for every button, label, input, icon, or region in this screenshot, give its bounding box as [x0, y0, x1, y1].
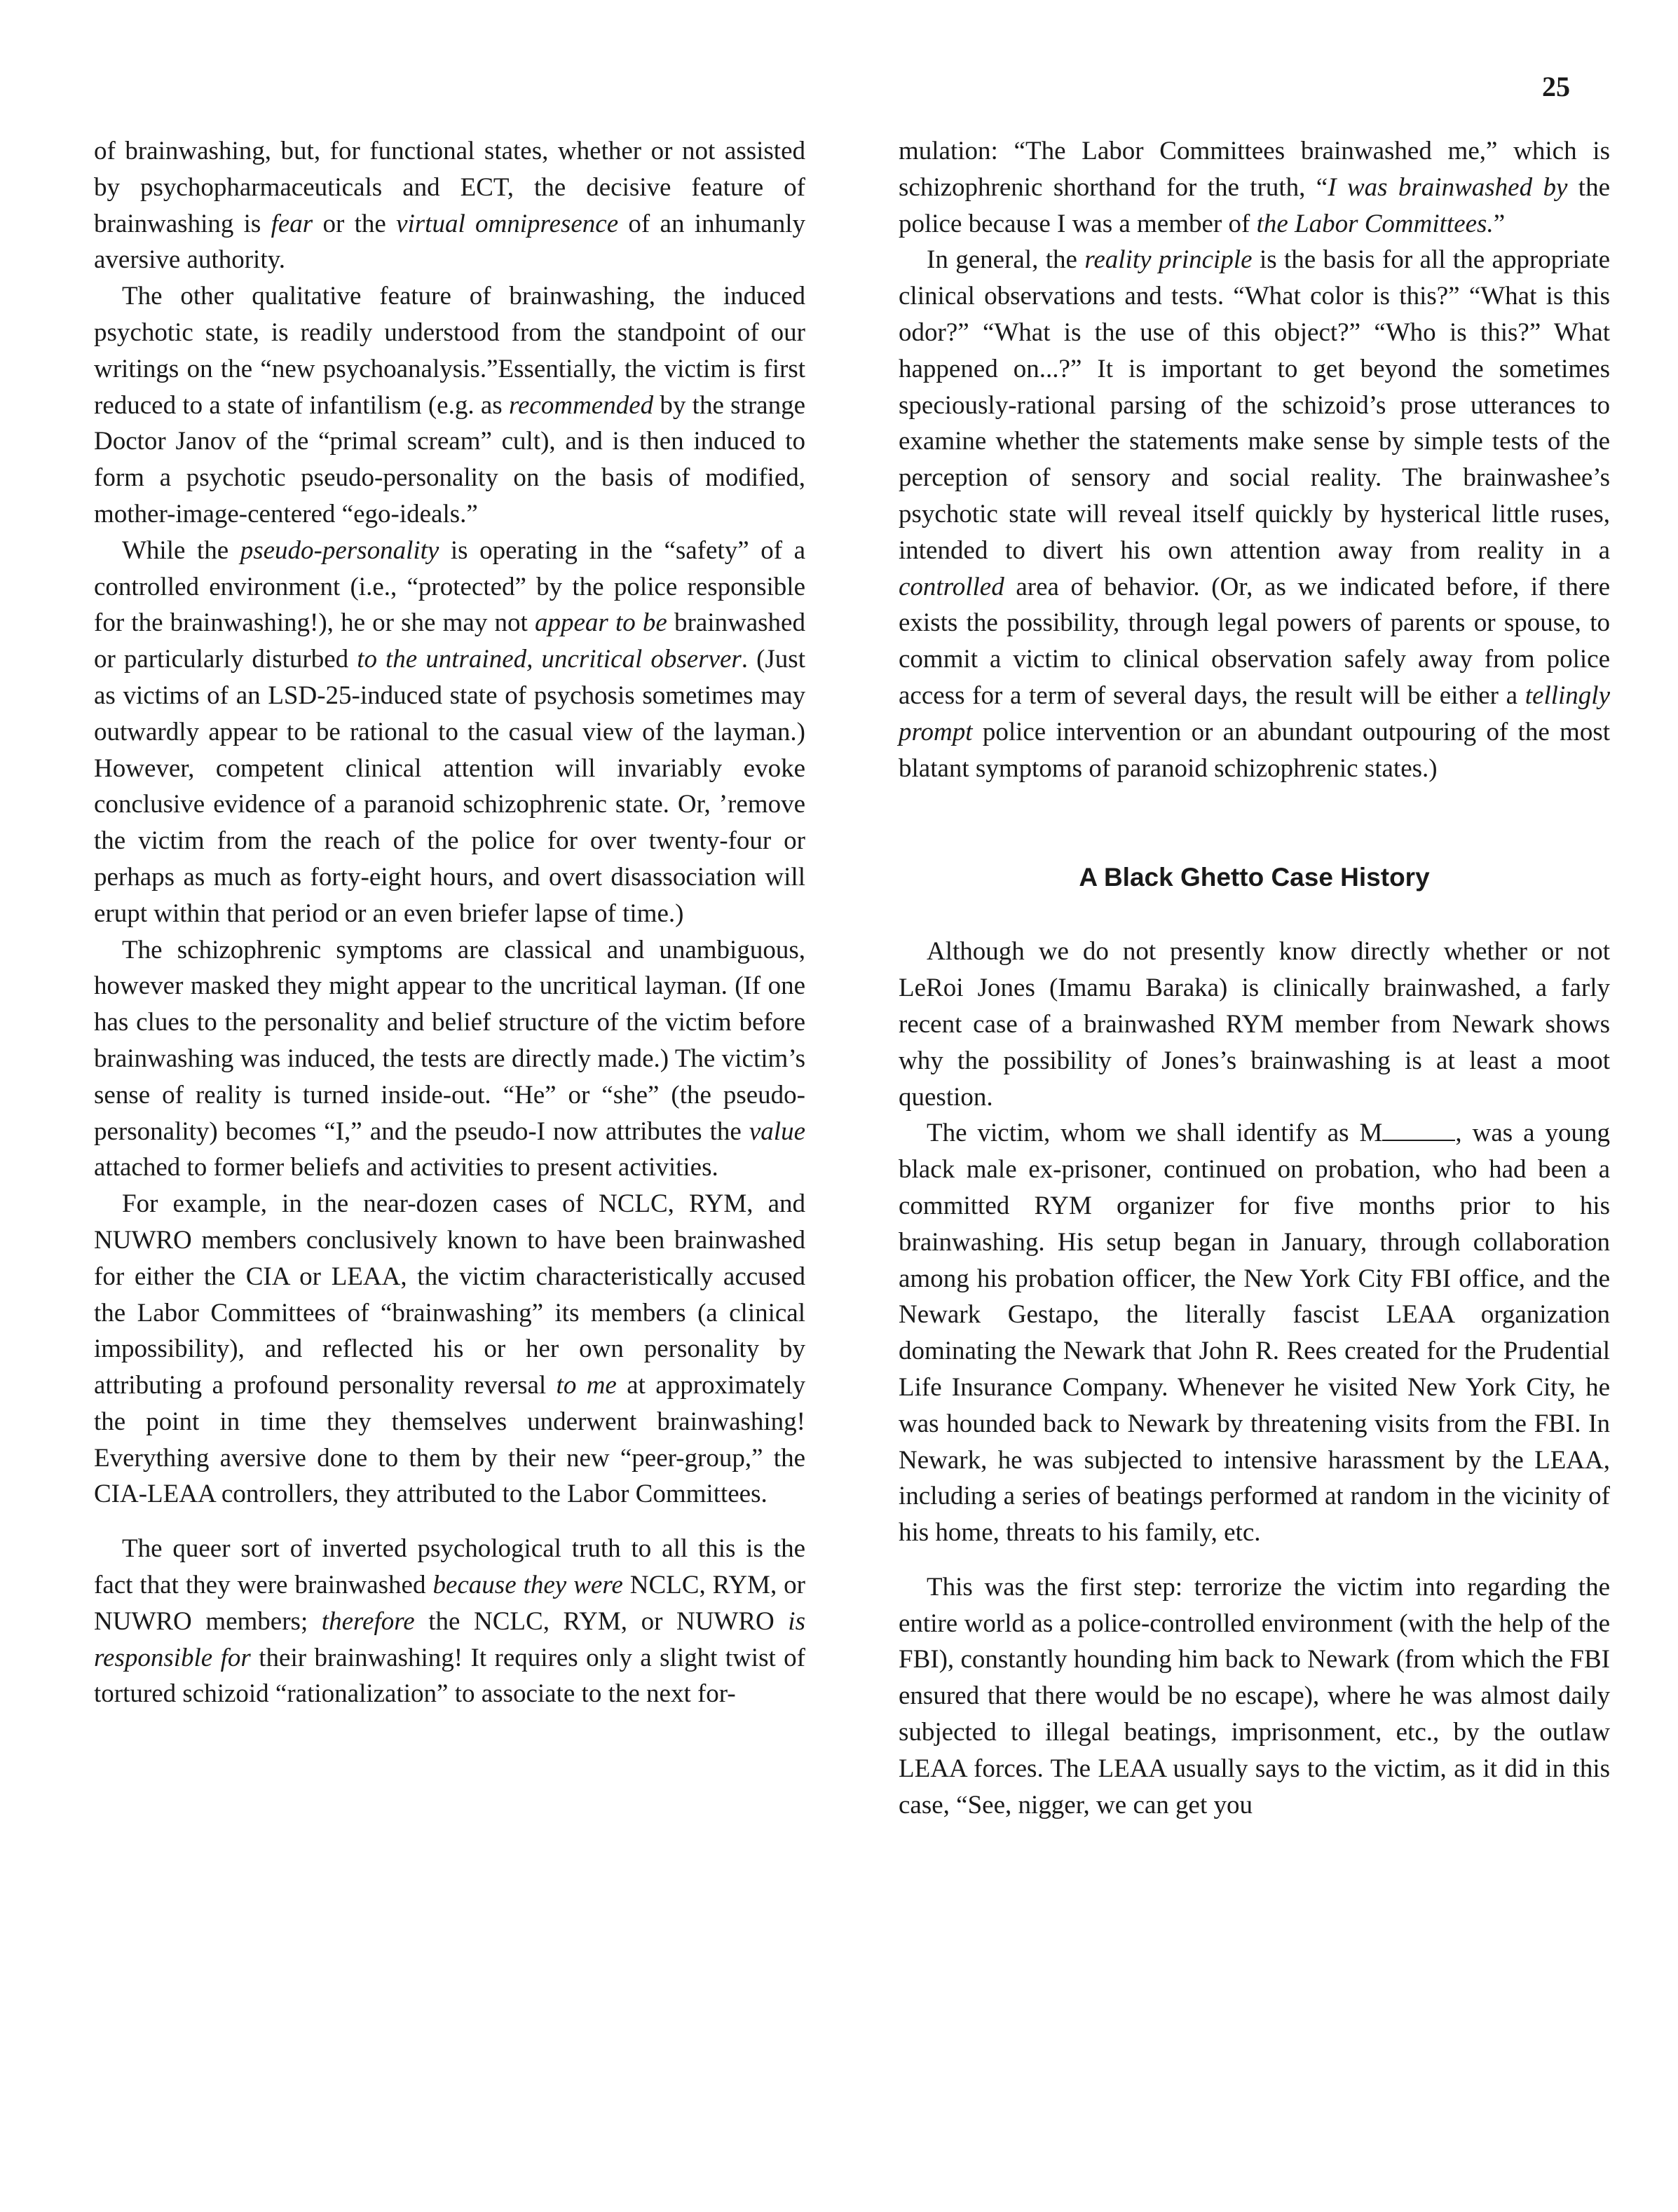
body-paragraph: The other qualitative feature of brainwashing, the induced psychotic state, is readily understood from the standpoint of our writings on the “new psychoanalysis.”Essentially, the victim is first reduced to a state of infantilism (e.g. as recommended by the strange Doctor Janov of the “primal scream” cult), and is then induced to form a psychotic pseudo-personality on the basis of modified, mother-image-centered “ego-ideals.” [94, 282, 806, 528]
body-paragraph: In general, the reality principle is the basis for all the appropriate clinical observations and tests. “What color is this?” “What is this odor?” “What is the use of this object?” “Who is this?” What happened on...?” It is important to get beyond the sometimes speciously-rational parsing of the schizoid’s prose utterances to examine whether the statements make sense by simple tests of the perception of sensory and social reality. The brainwashee’s psychotic state will reveal itself quickly by hysterical little ruses, intended to divert his own attention away from reality in a controlled area of behavior. (Or, as we indicated before, if there exists the possibility, through legal powers of parents or spouse, to commit a victim to clinical observation safely away from police access for a term of several days, the result will be either a tellingly prompt police intervention or an abundant outpouring of the most blatant symptoms of paranoid schizophrenic states.) [899, 245, 1610, 783]
body-paragraph: of brainwashing, but, for functional states, whether or not assisted by psychopharmaceuticals and ECT, the decisive feature of brainwashing is fear or the virtual omnipresence of an inhumanly aversive authority. [94, 137, 805, 275]
section-heading: A Black Ghetto Case History [1079, 863, 1430, 892]
body-paragraph: The schizophrenic symptoms are classical and unambiguous, however masked they might appear to the uncritical layman. (If one has clues to the personality and belief structure of the victim before brainwashing was induced, the tests are directly made.) The victim’s sense of reality is turned inside-out. “He” or “she” (the pseudo-personality) becomes “I,” and the pseudo-I now attributes the value attached to former beliefs and activities to present activities. [94, 935, 805, 1182]
body-paragraph: The queer sort of inverted psychological truth to all this is the fact that they were brainwashed because they were NCLC, RYM, or NUWRO members; therefore the NCLC, RYM, or NUWRO is responsible for their brainwashing! It requires only a slight twist of tortured schizoid “rationalization” to associate to the next for- [94, 1534, 806, 1709]
body-paragraph: The victim, whom we shall identify as M , was a young black male ex-prisoner, continued on probation, who had been a committed RYM organizer for five months prior to his brainwashing. His setup began in January, through collaboration among his probation officer, the New York City FBI office, and the Newark Gestapo, the literally fascist LEAA organization dominating the Newark that John R. Rees created for the Prudential Life Insurance Company. Whenever he visited New York City, he was hounded back to Newark by threatening visits from the FBI. In Newark, he was subjected to intensive harassment by the LEAA, including a series of beatings performed at random in the vicinity of his home, threats to his family, etc. [899, 1119, 1610, 1548]
body-paragraph: For example, in the near-dozen cases of NCLC, RYM, and NUWRO members conclusively known to have been brainwashed for either the CIA or LEAA, the victim characteristically accused the Labor Committees of “brainwashing” its members (a clinical impossibility), and reflected his or her own personality by attributing a profound personality reversal to me at approximately the point in time they themselves underwent brainwashing! Everything aversive done to them by their new “peer-group,” the CIA-LEAA controllers, they attributed to the Labor Committees. [94, 1189, 805, 1509]
page-number: 25 [1542, 71, 1570, 102]
body-paragraph: This was the first step: terrorize the victim into regarding the entire world as a police-controlled environment (with the help of the FBI), constantly hounding him back to Newark (from which the FBI ensured that there would be no escape), where he was almost daily subjected to illegal beatings, imprisonment, etc., by the outlaw LEAA forces. The LEAA usually says to the victim, as it did in this case, “See, nigger, we can get you [899, 1572, 1610, 1820]
name-redaction-blank [1382, 1119, 1455, 1141]
body-paragraph: mulation: “The Labor Committees brainwashed me,” which is schizophrenic shorthand for the truth, “I was brainwashed by the police because I was a member of the Labor Committees.” [899, 137, 1610, 238]
right-column [899, 133, 1610, 1823]
body-paragraph: While the pseudo-personality is operating in the “safety” of a controlled environment (i.e., “protected” by the police responsible for the brainwashing!), he or she may not appear to be brainwashed or particularly disturbed to the untrained, uncritical observer. (Just as victims of an LSD-25-induced state of psychosis sometimes may outwardly appear to be rational to the casual view of the layman.) However, competent clinical attention will invariably evoke conclusive evidence of a paranoid schizophrenic state. Or, ’remove the victim from the reach of the police for over twenty-four or perhaps as much as forty-eight hours, and overt disassociation will erupt within that period or an even briefer lapse of time.) [94, 535, 806, 928]
body-paragraph: Although we do not presently know directly whether or not LeRoi Jones (Imamu Baraka) is clinically brainwashed, a farly recent case of a brainwashed RYM member from Newark shows why the possibility of Jones’s brainwashing is at least a moot question. [899, 937, 1610, 1112]
left-column [94, 133, 805, 1712]
